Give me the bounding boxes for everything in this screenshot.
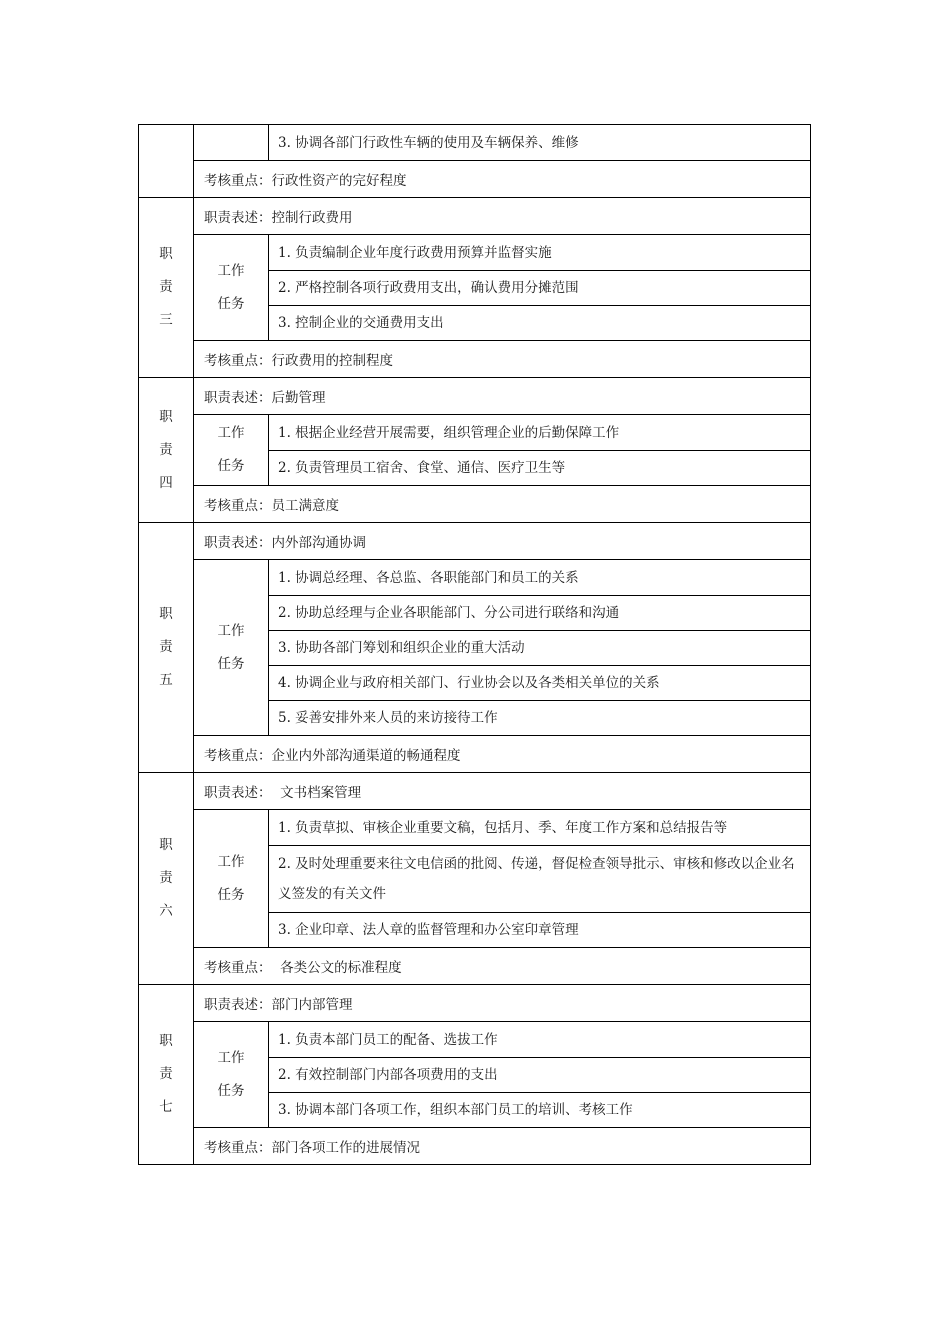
task-label: 工作任务	[217, 262, 245, 312]
duty-block-4	[138, 378, 811, 523]
duty-body	[194, 125, 810, 197]
task-label-cell	[194, 125, 269, 160]
duty-label: 职责四	[159, 408, 173, 491]
duty-body	[194, 198, 810, 377]
duty-label: 职责三	[159, 246, 173, 328]
task-group	[194, 125, 810, 161]
task-label: 工作任务	[217, 1049, 245, 1099]
duty-statement: 职责表述：后勤管理	[204, 390, 326, 406]
duty-label-cell	[139, 378, 194, 522]
duty-block-5	[138, 523, 811, 773]
duty-statement: 职责表述： 文书档案管理	[204, 785, 362, 801]
task-item: 3. 协调各部门行政性车辆的使用及车辆保养、维修	[278, 134, 579, 151]
task-item: 2. 严格控制各项行政费用支出，确认费用分摊范围	[269, 270, 810, 305]
task-item: 3. 企业印章、法人章的监督管理和办公室印章管理	[269, 912, 810, 947]
duty-block-7	[138, 985, 811, 1165]
task-group	[194, 559, 810, 736]
task-list	[269, 560, 810, 735]
task-label: 工作任务	[217, 853, 245, 903]
task-label-cell	[194, 1022, 269, 1127]
task-list	[269, 810, 810, 947]
task-item: 3. 协助各部门筹划和组织企业的重大活动	[269, 630, 810, 665]
task-group	[194, 414, 810, 486]
task-item: 1. 负责本部门员工的配备、选拔工作	[278, 1031, 498, 1048]
duty-label-cell	[139, 523, 194, 772]
duty-statement: 职责表述：内外部沟通协调	[204, 535, 366, 551]
duty-block-6	[138, 773, 811, 985]
task-list	[269, 1022, 810, 1127]
duty-label: 职责五	[159, 606, 173, 688]
task-group	[194, 809, 810, 948]
assessment-focus: 考核重点：企业内外部沟通渠道的畅通程度	[204, 748, 461, 764]
task-label-cell	[194, 560, 269, 735]
task-list	[269, 125, 810, 160]
task-item: 2. 及时处理重要来往文电信函的批阅、传递，督促检查领导批示、审核和修改以企业名义签发的有关文件	[269, 845, 810, 912]
duty-label-cell	[139, 773, 194, 984]
duty-label-cell	[139, 125, 194, 197]
task-label: 工作任务	[217, 622, 245, 672]
assessment-focus: 考核重点：行政费用的控制程度	[204, 353, 393, 369]
task-item: 2. 负责管理员工宿舍、食堂、通信、医疗卫生等	[269, 450, 810, 485]
duty-statement: 职责表述：控制行政费用	[204, 210, 353, 226]
task-item: 1. 协调总经理、各总监、各职能部门和员工的关系	[278, 569, 579, 586]
assessment-focus: 考核重点：行政性资产的完好程度	[204, 173, 407, 189]
duty-label-cell	[139, 198, 194, 377]
duty-label: 职责七	[159, 1033, 173, 1115]
task-item: 2. 有效控制部门内部各项费用的支出	[269, 1057, 810, 1092]
task-group	[194, 1021, 810, 1128]
duty-label-cell	[139, 985, 194, 1164]
duty-body	[194, 523, 810, 772]
task-item: 3. 协调本部门各项工作，组织本部门员工的培训、考核工作	[269, 1092, 810, 1127]
assessment-focus: 考核重点：部门各项工作的进展情况	[204, 1140, 420, 1156]
task-label-cell	[194, 235, 269, 340]
task-item: 3. 控制企业的交通费用支出	[269, 305, 810, 340]
duty-body	[194, 773, 810, 984]
task-item: 4. 协调企业与政府相关部门、行业协会以及各类相关单位的关系	[269, 665, 810, 700]
task-item: 5. 妥善安排外来人员的来访接待工作	[269, 700, 810, 735]
task-list	[269, 415, 810, 485]
duty-block-3	[138, 198, 811, 378]
duty-statement: 职责表述：部门内部管理	[204, 997, 353, 1013]
task-item: 1. 负责编制企业年度行政费用预算并监督实施	[278, 244, 552, 261]
task-item: 2. 协助总经理与企业各职能部门、分公司进行联络和沟通	[269, 595, 810, 630]
task-label-cell	[194, 810, 269, 947]
duty-label: 职责六	[159, 837, 173, 919]
task-list	[269, 235, 810, 340]
task-item: 1. 负责草拟、审核企业重要文稿，包括月、季、年度工作方案和总结报告等	[278, 819, 728, 836]
task-item: 1. 根据企业经营开展需要，组织管理企业的后勤保障工作	[278, 424, 620, 441]
assessment-focus: 考核重点： 各类公文的标准程度	[204, 960, 402, 976]
duty-body	[194, 378, 810, 522]
task-group	[194, 234, 810, 341]
task-label-cell	[194, 415, 269, 485]
duty-block-continued	[138, 124, 811, 198]
duty-body	[194, 985, 810, 1164]
duty-table	[138, 124, 811, 1165]
assessment-focus: 考核重点：员工满意度	[204, 498, 339, 514]
task-label: 工作任务	[217, 425, 245, 474]
